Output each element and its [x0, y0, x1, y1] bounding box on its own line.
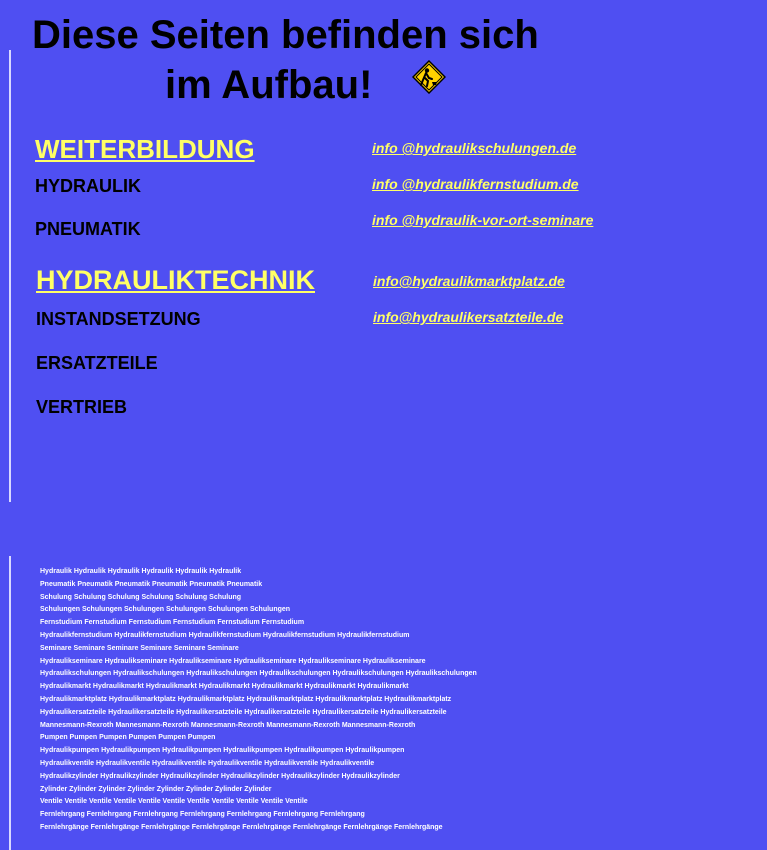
keyword-line: Schulungen Schulungen Schulungen Schulungen Schulungen Schulungen [40, 606, 291, 614]
keyword-line: Hydraulikzylinder Hydraulikzylinder Hydraulikzylinder Hydraulikzylinder Hydraulikzylinder Hydraulikzylinder [40, 772, 400, 780]
keyword-line: Fernlehrgänge Fernlehrgänge Fernlehrgänge Fernlehrgänge Fernlehrgänge Fernlehrgänge Fernlehrgänge Fernlehrgänge [40, 823, 443, 831]
section-title-hydrauliktechnik: HYDRAULIKTECHNIK [36, 265, 315, 295]
keyword-line: Hydraulikfernstudium Hydraulikfernstudium Hydraulikfernstudium Hydraulikfernstudium Hydraulikfernstudium [40, 631, 410, 639]
keyword-line: Hydraulikpumpen Hydraulikpumpen Hydraulikpumpen Hydraulikpumpen Hydraulikpumpen Hydraulikpumpen [40, 747, 405, 755]
keyword-line: Pumpen Pumpen Pumpen Pumpen Pumpen Pumpen [40, 734, 216, 742]
keyword-line: Hydraulikersatzteile Hydraulikersatzteile Hydraulikersatzteile Hydraulikersatzteile Hydraulikersatzteile Hydraulikersatzteile [40, 708, 447, 716]
email-link-hydraulikmarktplatz[interactable]: info@hydraulikmarktplatz.de [373, 273, 565, 289]
item-instandsetzung: INSTANDSETZUNG [36, 309, 201, 329]
item-hydraulik: HYDRAULIK [35, 176, 141, 196]
keyword-line: Schulung Schulung Schulung Schulung Schulung Schulung [40, 593, 242, 601]
keyword-line: Ventile Ventile Ventile Ventile Ventile Ventile Ventile Ventile Ventile Ventile Ventile [40, 798, 308, 806]
keyword-line: Mannesmann-Rexroth Mannesmann-Rexroth Mannesmann-Rexroth Mannesmann-Rexroth Mannesmann-Rexroth [40, 721, 416, 729]
construction-sign-icon [412, 60, 446, 94]
keyword-line: Fernstudium Fernstudium Fernstudium Fernstudium Fernstudium Fernstudium [40, 619, 305, 627]
item-pneumatik: PNEUMATIK [35, 219, 141, 239]
keyword-line: Fernlehrgang Fernlehrgang Fernlehrgang Fernlehrgang Fernlehrgang Fernlehrgang Fernlehrgang [40, 811, 365, 819]
keyword-line: Hydraulikmarktplatz Hydraulikmarktplatz Hydraulikmarktplatz Hydraulikmarktplatz Hydraulikmarktplatz Hydraulikmarktplatz [40, 695, 452, 703]
left-border-line-bottom [9, 556, 11, 850]
email-link-hydraulikschulungen[interactable]: info @hydraulikschulungen.de [372, 140, 577, 156]
keyword-line: Hydraulik Hydraulik Hydraulik Hydraulik Hydraulik Hydraulik [40, 568, 242, 575]
keyword-line: Pneumatik Pneumatik Pneumatik Pneumatik Pneumatik Pneumatik [40, 580, 263, 588]
keyword-line: Hydraulikventile Hydraulikventile Hydraulikventile Hydraulikventile Hydraulikventile Hydraulikventile [40, 759, 375, 767]
email-link-hydraulik-vor-ort-seminare[interactable]: info @hydraulik-vor-ort-seminare [372, 212, 594, 228]
keyword-line: Hydraulikseminare Hydraulikseminare Hydraulikseminare Hydraulikseminare Hydraulikseminare Hydraulikseminare [40, 657, 426, 665]
keyword-line: Hydraulikschulungen Hydraulikschulungen Hydraulikschulungen Hydraulikschulungen Hydraulikschulungen Hydraulikschulungen [40, 670, 477, 678]
keyword-line: Hydraulikmarkt Hydraulikmarkt Hydraulikmarkt Hydraulikmarkt Hydraulikmarkt Hydraulikmarkt Hydraulikmarkt [40, 683, 409, 691]
item-vertrieb: VERTRIEB [36, 397, 128, 417]
keyword-block [40, 566, 477, 835]
email-link-hydraulikfernstudium[interactable]: info @hydraulikfernstudium.de [372, 176, 579, 192]
left-border-line-top [9, 50, 11, 502]
section-title-weiterbildung: WEITERBILDUNG [35, 134, 255, 164]
email-link-hydraulikersatzteile[interactable]: info@hydraulikersatzteile.de [373, 309, 564, 325]
keyword-line: Zylinder Zylinder Zylinder Zylinder Zylinder Zylinder Zylinder Zylinder [40, 785, 272, 793]
keyword-line: Seminare Seminare Seminare Seminare Seminare Seminare [40, 644, 239, 652]
page-headline-line-2: im Aufbau! [165, 63, 373, 107]
item-ersatzteile: ERSATZTEILE [36, 353, 158, 373]
page-headline-line-1: Diese Seiten befinden sich [32, 13, 539, 57]
